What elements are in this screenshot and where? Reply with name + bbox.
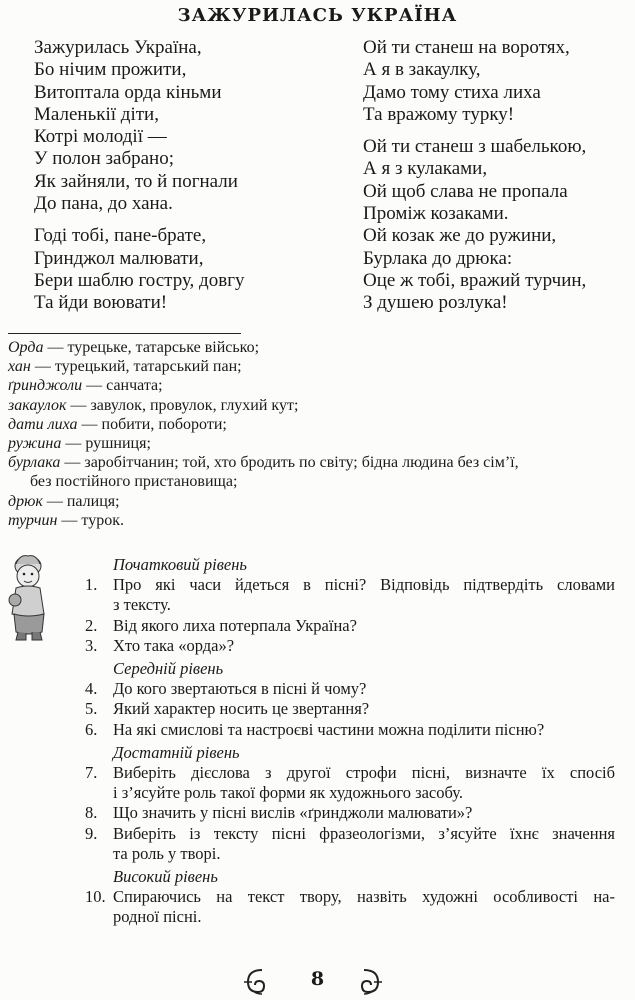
question-line: Який характер носить це звертання? [113,699,370,719]
poem-line: Ой ти станеш з шабелькою, [363,136,587,158]
page-footer [0,964,635,1000]
glossary-term: Орда [8,339,44,356]
glossary-term: ружина [8,435,62,453]
poem-line: Дамо тому стиха лиха [363,81,541,103]
question-line: Спираючись на текст твору, назвіть художні особливості на- [113,887,615,907]
glossary-term: закаулок [8,396,67,414]
question-text [113,575,615,615]
glossary-entry [8,357,519,376]
question-line: До кого звертаються в пісні й чому? [113,679,367,699]
question-item [85,720,615,740]
glossary-entry [8,492,519,511]
poem-line: Ой щоб слава не пропала [363,180,568,202]
question-text [113,679,615,699]
glossary-definition: — турок. [57,511,124,529]
poem-line: Як зайняли, то й погнали [34,170,238,192]
glossary-entry [8,338,519,357]
ornament-right-icon [360,966,386,998]
question-item [85,824,615,864]
cossack-boy-icon [6,552,52,644]
question-item [85,887,615,927]
poem-line: Витоптала орда кіньми [34,81,222,103]
glossary-term: дати лиха [8,415,78,433]
question-line: Виберіть із тексту пісні фразеологізми, з’ясуйте їхнє значення [113,823,615,843]
question-line: Виберіть дієслова з другої строфи пісні, визначте їх спосіб [113,763,615,783]
question-text [113,803,615,823]
glossary-term: бурлака [8,454,61,472]
stanza [34,225,244,314]
stanza [363,37,586,126]
question-item [85,763,615,803]
question-line: Що значить у пісні вислів «ґринджоли малювати»? [113,803,473,823]
glossary-entry [8,434,519,453]
glossary-term: ґринджоли [8,377,83,395]
question-number: 7. [85,763,98,783]
question-line: На які смислові та настроєві частини можна поділити пісню? [113,719,545,739]
question-number: 3. [85,635,98,655]
question-number: 9. [85,823,98,843]
glossary-term: турчин [8,511,58,529]
question-text [113,636,615,656]
question-number: 5. [85,699,98,719]
question-number: 6. [85,719,98,739]
glossary-definition: — завулок, провулок, глухий кут; [66,396,299,414]
poem-line: Ой козак же до ружини, [363,225,557,247]
glossary-term: хан [8,358,31,376]
glossary-term: дрюк [8,492,43,510]
question-text [113,720,615,740]
question-item [85,679,615,699]
question-number: 1. [85,575,98,595]
page-title: ЗАЖУРИЛАСЬ УКРАЇНА [177,5,458,26]
question-line: Хто така «орда»? [113,635,235,655]
glossary-definition: — рушниця; [61,435,151,453]
glossary-definition: — турецький, татарський пан; [30,358,242,376]
poem-line: Зажурилась Україна, [34,37,202,58]
question-text [113,824,615,864]
page-number: 8 [310,968,325,990]
question-number: 10. [85,887,106,907]
poem-line: Бурлака до дрюка: [363,247,513,269]
question-text [113,763,615,803]
poem-line: У полон забрано; [34,148,175,170]
question-item [85,699,615,719]
stanza [363,136,586,314]
question-text [113,699,615,719]
glossary-entry [8,453,519,472]
poem-right-column [363,37,586,325]
poem-line: А я з кулаками, [363,158,488,180]
glossary-definition: — палиця; [42,492,120,510]
question-text [113,887,615,927]
level-heading: Достатній рівень [113,742,240,762]
poem-line: Та вражому турку! [363,103,515,125]
poem-line: А я в закаулку, [363,59,481,81]
level-heading: Середній рівень [113,659,224,679]
poem-line: Гринджол малювати, [34,247,204,269]
poem-line: З душею розлука! [363,292,508,314]
level-heading: Високий рівень [113,867,218,887]
question-line: і з’ясуйте роль такої форми як художнього засобу. [113,783,463,803]
glossary-continuation: без постійного пристановища; [30,473,238,491]
poem-line: Годі тобі, пане-брате, [34,225,207,247]
glossary-entry [8,396,519,415]
poem-line: Маленькії діти, [34,103,159,125]
footnote-divider [8,333,241,334]
question-line: з тексту. [113,595,171,615]
question-number: 4. [85,679,98,699]
glossary-definition: — побити, побороти; [77,415,227,433]
question-line: Від якого лиха потерпала Україна? [113,615,357,635]
question-number: 8. [85,803,98,823]
question-item [85,616,615,636]
glossary-entry [8,376,519,395]
poem-line: Котрі молодії — [34,126,167,148]
glossary-entry [8,415,519,434]
question-item [85,636,615,656]
poem-line: Бери шаблю гостру, довгу [34,269,245,291]
glossary-entry [8,511,519,530]
poem-line: Бо нічим прожити, [34,59,187,81]
question-number: 2. [85,615,98,635]
stanza [34,37,244,215]
questions-section [85,552,615,928]
question-text [113,616,615,636]
question-item [85,575,615,615]
glossary [8,338,519,530]
poem-line: Ой ти станеш на воротях, [363,37,570,58]
question-line: родної пісні. [113,907,202,927]
poem-left-column [34,37,244,325]
poem-line: Та йди воювати! [34,292,168,314]
poem-line: Проміж козаками. [363,203,509,225]
glossary-definition: — санчата; [82,377,163,395]
glossary-definition: — заробітчанин; той, хто бродить по світу; бідна людина без сім’ї, [60,454,519,472]
question-line: та роль у творі. [113,843,221,863]
level-heading: Початковий рівень [113,555,247,574]
question-line: Про які часи йдеться в пісні? Відповідь підтвердіть словами [113,575,615,595]
glossary-definition: — турецьке, татарське військо; [43,339,260,356]
question-item [85,803,615,823]
poem-line: До пана, до хана. [34,193,173,215]
poem-line: Оце ж тобі, вражий турчин, [363,269,587,291]
